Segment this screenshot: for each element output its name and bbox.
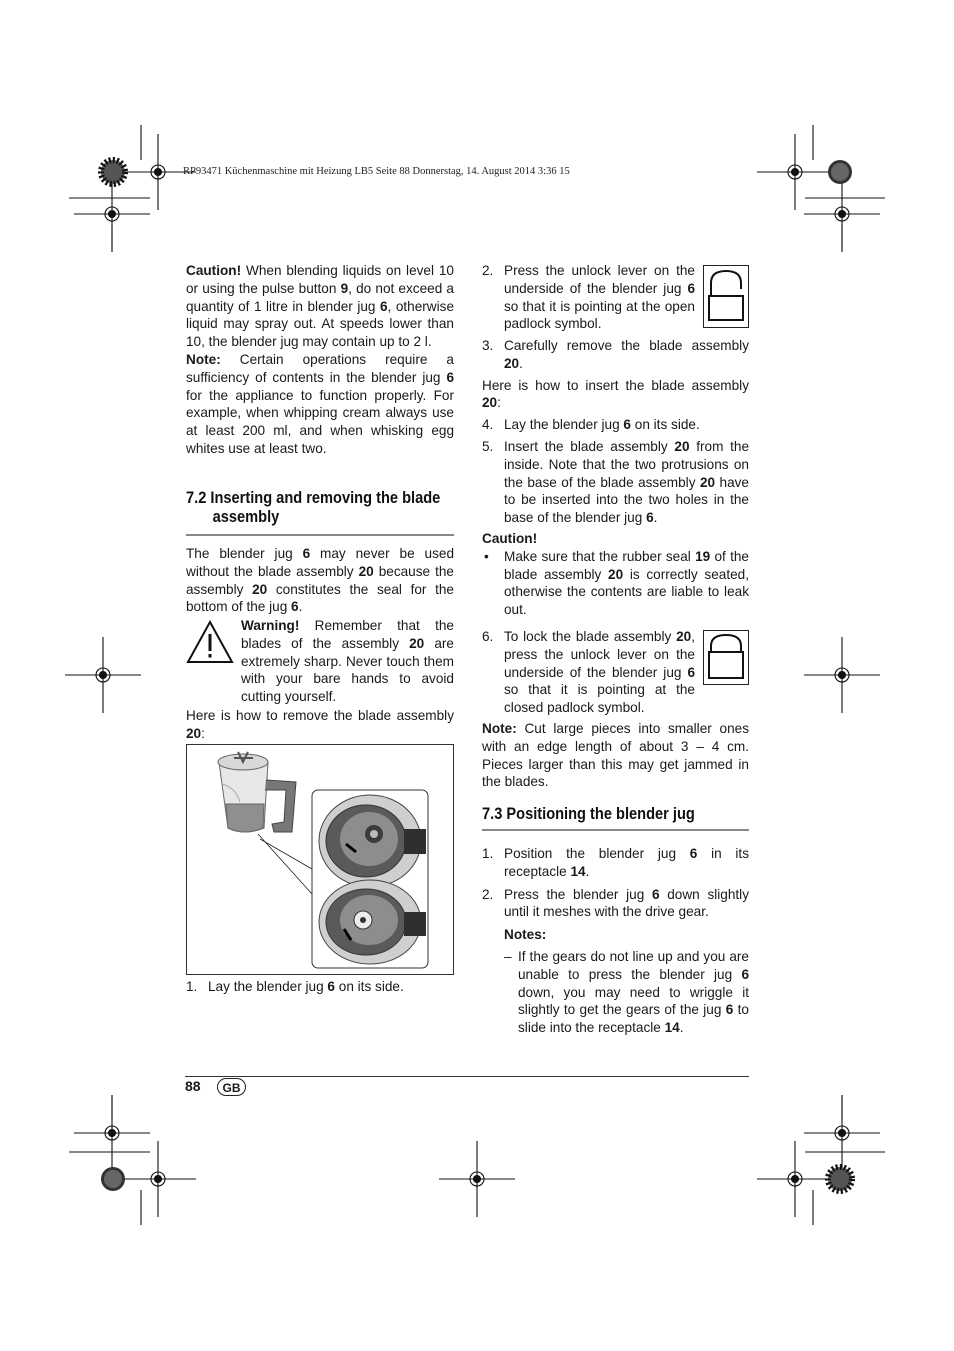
ref-number: 6 (446, 369, 454, 385)
ref-number: 20 (504, 355, 520, 371)
caution-label: Caution! (186, 263, 242, 278)
step-text: in its receptacle (504, 846, 749, 879)
bullet-text: of the blade assembly (504, 548, 749, 582)
ref-number: 20 (252, 581, 268, 597)
caution-text: , do not exceed a quantity of 1 litre in blender jug (186, 280, 454, 314)
ref-number: 20 (699, 474, 716, 490)
note-text: to slide into the receptacle (518, 1002, 749, 1036)
right-column-flow (482, 337, 749, 619)
bullet-text: Make sure that the rubber seal (504, 548, 696, 564)
ref-number: 6 (689, 846, 698, 861)
print-file-header: RP93471 Küchenmaschine mit Heizung LB5 Seite 88 Donnerstag, 14. August 2014 3:36 15 (183, 166, 570, 177)
body-text: The blender jug (186, 546, 303, 561)
position-step-1 (482, 845, 749, 881)
ref-number: 20 (409, 635, 425, 651)
open-padlock-icon (703, 265, 749, 328)
note-text: . (679, 1020, 684, 1036)
ref-number: 6 (687, 280, 695, 296)
step-text: Carefully remove the blade assembly (504, 338, 749, 353)
ref-number: 20 (676, 629, 692, 644)
note-text: If the gears do not line up and you are unable to press the blender jug (518, 948, 749, 982)
crosshair-target-icon (74, 1095, 150, 1171)
crosshair-target-icon (74, 176, 150, 252)
ref-number: 20 (674, 438, 690, 454)
country-badge: GB (217, 1078, 246, 1096)
caution-bullet (482, 548, 749, 619)
step-2 (482, 262, 695, 333)
step-text: from the inside. Note that the two protrusions on the base of the blade assembly (504, 438, 750, 490)
ref-number: 20 (186, 725, 202, 741)
ref-number: 20 (358, 563, 374, 579)
step-text: Insert the blade assembly (504, 438, 675, 454)
ref-number: 14 (664, 1020, 680, 1036)
step-text: , press the unlock lever on the underside of the blender jug (504, 629, 695, 680)
step-5 (482, 438, 749, 527)
step-number: 6. (482, 629, 494, 644)
body-text: : (497, 395, 501, 411)
color-wheel-top-right (828, 160, 852, 184)
body-text: because the assembly (186, 563, 454, 597)
color-wheel-bottom-right (828, 1167, 852, 1191)
caution-paragraph (186, 262, 454, 351)
step-number: 5. (482, 438, 494, 454)
step-text: . (653, 510, 658, 526)
notes-dash-item (504, 948, 749, 1037)
warning-text: are extremely sharp. Never touch them with your bare hands to avoid cutting yourself. (241, 635, 454, 705)
notes-heading (482, 926, 749, 944)
left-column-body (186, 545, 454, 616)
step-text: so that it is pointing at the open padlock symbol. (504, 298, 695, 332)
ref-number: 19 (695, 548, 711, 564)
ref-number: 6 (291, 599, 299, 615)
ref-number: 6 (687, 664, 695, 680)
step-1 (186, 978, 454, 996)
blade-removal-illustration (186, 744, 454, 975)
warning-text: Remember that the blades of the assembly (241, 618, 454, 651)
warning-label: Warning! (241, 618, 300, 633)
notes-label: Notes: (504, 927, 547, 943)
crosshair-target-icon (439, 1141, 515, 1217)
body-text: . (298, 599, 303, 615)
bullet: • (484, 548, 489, 564)
note-text: Certain operations require a sufficiency of contents in the blender jug (186, 351, 454, 385)
caution-heading (482, 530, 749, 548)
step-text: down slightly until it meshes with the drive gear. (504, 886, 749, 920)
crosshair-target-icon (757, 134, 833, 210)
ref-number: 14 (570, 863, 586, 879)
ref-number: 6 (327, 979, 335, 994)
right-note (482, 720, 749, 791)
body-text: may never be used without the blade assembly (186, 546, 455, 579)
crosshair-target-icon (804, 637, 880, 713)
step-number: 1. (482, 846, 494, 861)
step-number: 3. (482, 338, 494, 353)
step-text: To lock the blade assembly (504, 629, 677, 644)
body-text: Here is how to remove the blade assembly (186, 708, 454, 723)
ref-number: 6 (725, 1002, 734, 1018)
crosshair-target-icon (804, 1095, 880, 1171)
note-label: Note: (482, 721, 517, 736)
crosshair-target-icon (804, 176, 880, 252)
section-heading-7-3: 7.3 Positioning the blender jug (482, 804, 695, 823)
note-text: down, you may need to wriggle it slightly to get the gears of the jug (518, 984, 749, 1018)
section-rule (482, 829, 749, 831)
ref-number: 9 (340, 280, 349, 296)
step-text: . (585, 863, 590, 879)
heading-line: 7.2 Inserting and removing the blade (186, 488, 441, 507)
caution-text: , otherwise liquid may spray out. At speeds lower than 10, the blender jug may contain up to 2 l. (186, 298, 455, 350)
warning-paragraph (241, 617, 454, 706)
dash: – (504, 948, 512, 964)
ref-number: 6 (646, 510, 654, 526)
body-text: constitutes the seal for the bottom of the jug (186, 581, 454, 615)
color-wheel-bottom-left (101, 1167, 125, 1191)
step-text: Lay the blender jug (504, 417, 624, 433)
step-number: 2. (482, 263, 494, 278)
step-6 (482, 628, 695, 717)
ref-number: 20 (482, 395, 498, 411)
step-4 (482, 416, 749, 434)
caution-text: When blending liquids on level 10 or using the pulse button (186, 263, 454, 296)
step-3 (482, 337, 749, 373)
step-number: 4. (482, 417, 494, 433)
step-number: 1. (186, 979, 198, 994)
footer-rule (185, 1076, 749, 1077)
step-text: so that it is pointing at the closed padlock symbol. (504, 682, 695, 716)
ref-number: 6 (651, 886, 660, 902)
jug-paragraph (186, 545, 454, 616)
bullet-text: is correctly seated, otherwise the contents are liable to leak out. (504, 566, 749, 618)
step-text: on its side. (630, 417, 700, 433)
remove-intro (186, 707, 454, 743)
closed-padlock-icon (703, 630, 749, 685)
ref-number: 6 (302, 546, 311, 561)
note-text: for the appliance to function properly. For example, when whipping cream always use at least 200 ml, and when whisking egg whites use at least two. (186, 387, 454, 456)
ref-number: 6 (741, 966, 749, 982)
ref-number: 20 (608, 566, 624, 582)
step-text: Press the blender jug (504, 886, 652, 902)
step-text: Press the unlock lever on the underside of the blender jug (504, 263, 695, 296)
section-heading-7-2 (186, 488, 440, 526)
step-number: 2. (482, 886, 494, 902)
position-step-2 (482, 886, 749, 922)
caution-label: Caution! (482, 530, 538, 546)
step-text: . (519, 355, 523, 371)
body-text: : (201, 725, 205, 741)
note-label: Note: (186, 351, 221, 367)
ref-number: 6 (623, 417, 631, 433)
ref-number: 6 (379, 298, 388, 314)
step-text: Position the blender jug (504, 846, 690, 861)
heading-line: assembly (212, 507, 280, 526)
color-wheel-top-left (101, 160, 125, 184)
step-text: have to be inserted into the two holes in the base of the blender jug (504, 474, 749, 526)
note-paragraph (186, 351, 454, 458)
warning-triangle-icon (186, 620, 234, 664)
positioning-steps (482, 845, 749, 1037)
left-column (186, 262, 454, 458)
body-text: Here is how to insert the blade assembly (482, 377, 749, 393)
page-number: 88 (185, 1078, 201, 1094)
insert-intro (482, 377, 749, 413)
section-rule (186, 534, 454, 536)
step-text: Lay the blender jug (208, 979, 328, 994)
step-text: on its side. (334, 979, 404, 994)
crosshair-target-icon (65, 637, 141, 713)
note-text: Cut large pieces into smaller ones with an edge length of about 3 – 4 cm. Pieces larger than this may get jammed in the blades. (482, 721, 749, 790)
